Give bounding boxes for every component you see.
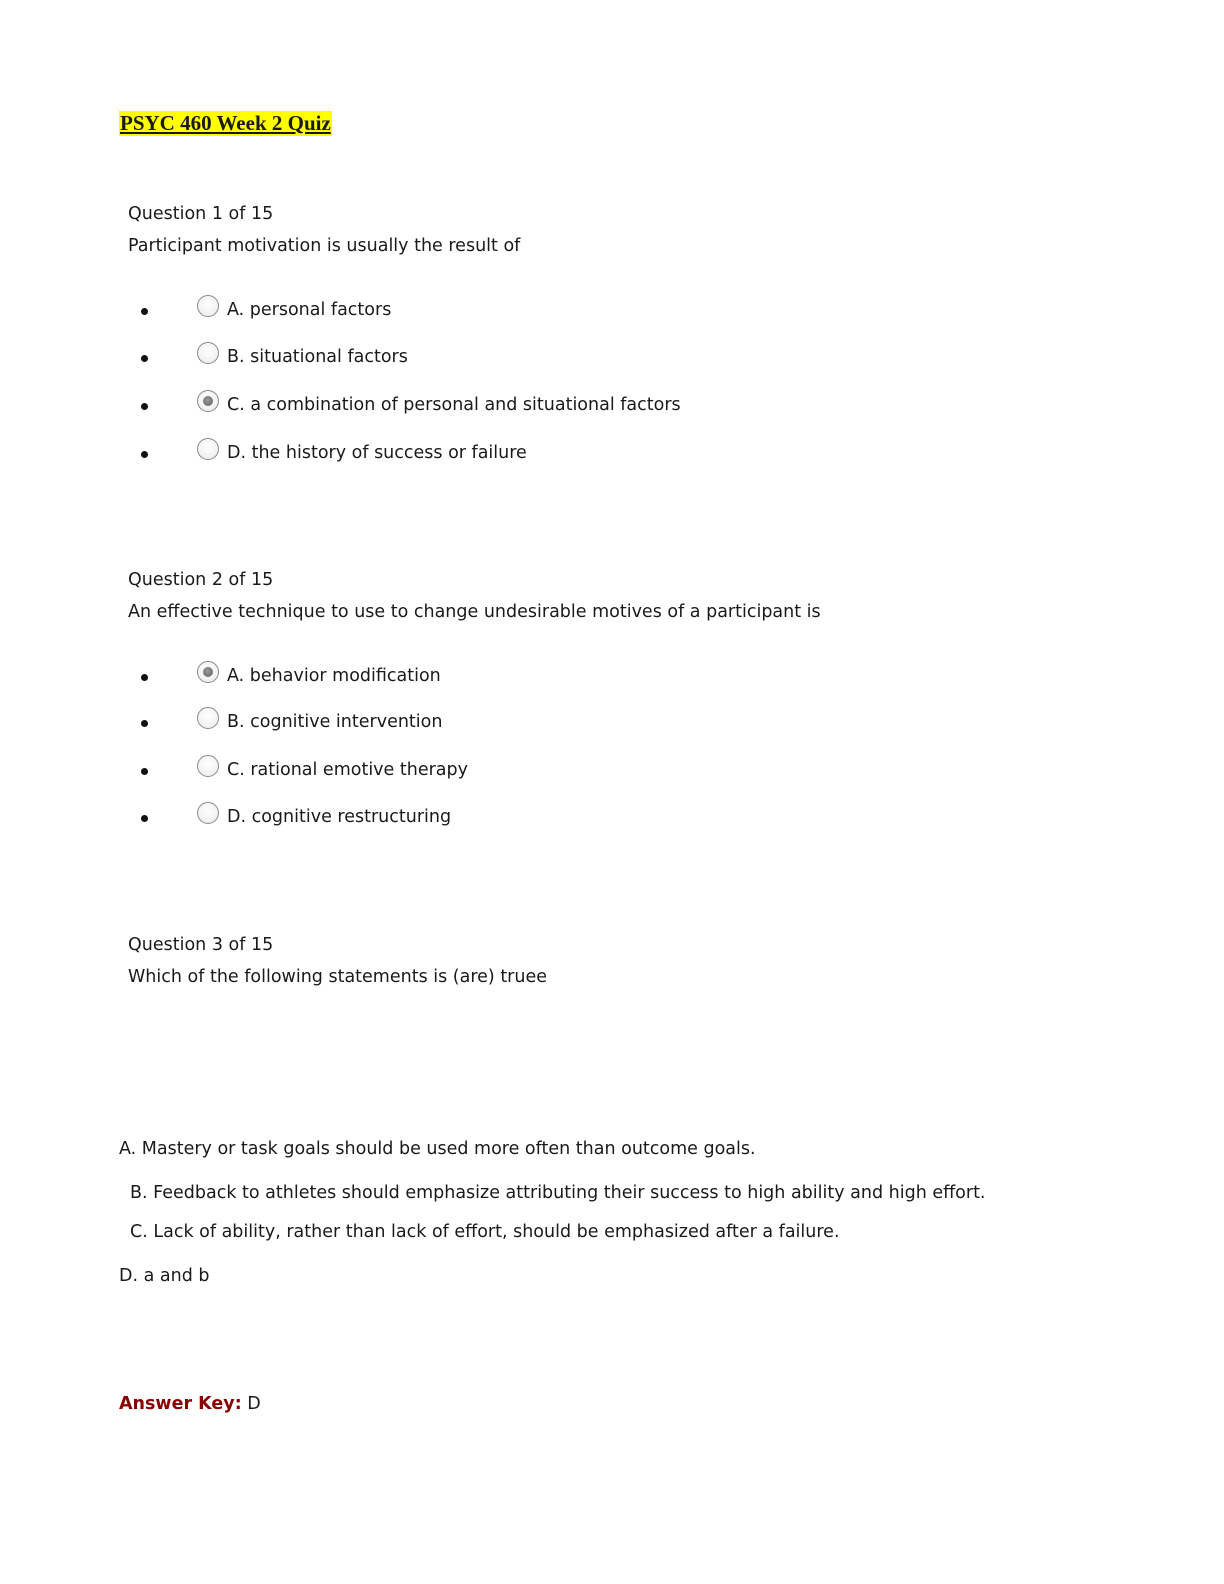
radio-button-icon[interactable] bbox=[197, 755, 219, 777]
question-1-option-a[interactable] bbox=[0, 301, 900, 331]
question-1-option-b[interactable] bbox=[0, 348, 900, 378]
question-2-option-a[interactable] bbox=[0, 667, 900, 697]
question-1-option-d[interactable] bbox=[0, 444, 900, 474]
question-1-header: Question 1 of 15 bbox=[128, 204, 274, 224]
question-3-text: Which of the following statements is (are) truee bbox=[128, 967, 548, 987]
answer-key bbox=[119, 1393, 261, 1415]
bullet-icon bbox=[141, 403, 148, 410]
bullet-icon bbox=[141, 451, 148, 458]
option-label: D. the history of success or failure bbox=[227, 443, 527, 463]
bullet-icon bbox=[141, 355, 148, 362]
question-2-text: An effective technique to use to change undesirable motives of a participant is bbox=[128, 602, 821, 622]
option-label: A. behavior modification bbox=[227, 666, 441, 686]
option-label: C. rational emotive therapy bbox=[227, 760, 468, 780]
option-label: D. cognitive restructuring bbox=[227, 807, 452, 827]
bullet-icon bbox=[141, 720, 148, 727]
bullet-icon bbox=[141, 768, 148, 775]
question-1-option-c[interactable] bbox=[0, 396, 900, 426]
quiz-title: PSYC 460 Week 2 Quiz bbox=[120, 111, 331, 135]
radio-button-icon[interactable] bbox=[197, 707, 219, 729]
radio-button-icon[interactable] bbox=[197, 438, 219, 460]
question-1-text: Participant motivation is usually the result of bbox=[128, 236, 521, 256]
radio-button-icon[interactable] bbox=[197, 802, 219, 824]
statement-a: A. Mastery or task goals should be used more often than outcome goals. bbox=[119, 1139, 756, 1159]
answer-key-value: D bbox=[241, 1394, 261, 1414]
answer-key-label: Answer Key: bbox=[119, 1394, 242, 1414]
statement-c: C. Lack of ability, rather than lack of effort, should be emphasized after a failure. bbox=[130, 1222, 840, 1242]
statement-d: D. a and b bbox=[119, 1266, 210, 1286]
radio-button-selected-icon[interactable] bbox=[197, 661, 219, 683]
question-2-option-c[interactable] bbox=[0, 761, 900, 791]
bullet-icon bbox=[141, 308, 148, 315]
question-3-header: Question 3 of 15 bbox=[128, 935, 274, 955]
radio-button-selected-icon[interactable] bbox=[197, 390, 219, 412]
question-2-option-d[interactable] bbox=[0, 808, 900, 838]
option-label: B. situational factors bbox=[227, 347, 408, 367]
statement-b: B. Feedback to athletes should emphasize attributing their success to high ability and high effort. bbox=[130, 1183, 986, 1203]
question-2-option-b[interactable] bbox=[0, 713, 900, 743]
radio-button-icon[interactable] bbox=[197, 342, 219, 364]
bullet-icon bbox=[141, 815, 148, 822]
bullet-icon bbox=[141, 674, 148, 681]
option-label: A. personal factors bbox=[227, 300, 392, 320]
radio-button-icon[interactable] bbox=[197, 295, 219, 317]
option-label: B. cognitive intervention bbox=[227, 712, 443, 732]
question-2-header: Question 2 of 15 bbox=[128, 570, 274, 590]
option-label: C. a combination of personal and situational factors bbox=[227, 395, 681, 415]
